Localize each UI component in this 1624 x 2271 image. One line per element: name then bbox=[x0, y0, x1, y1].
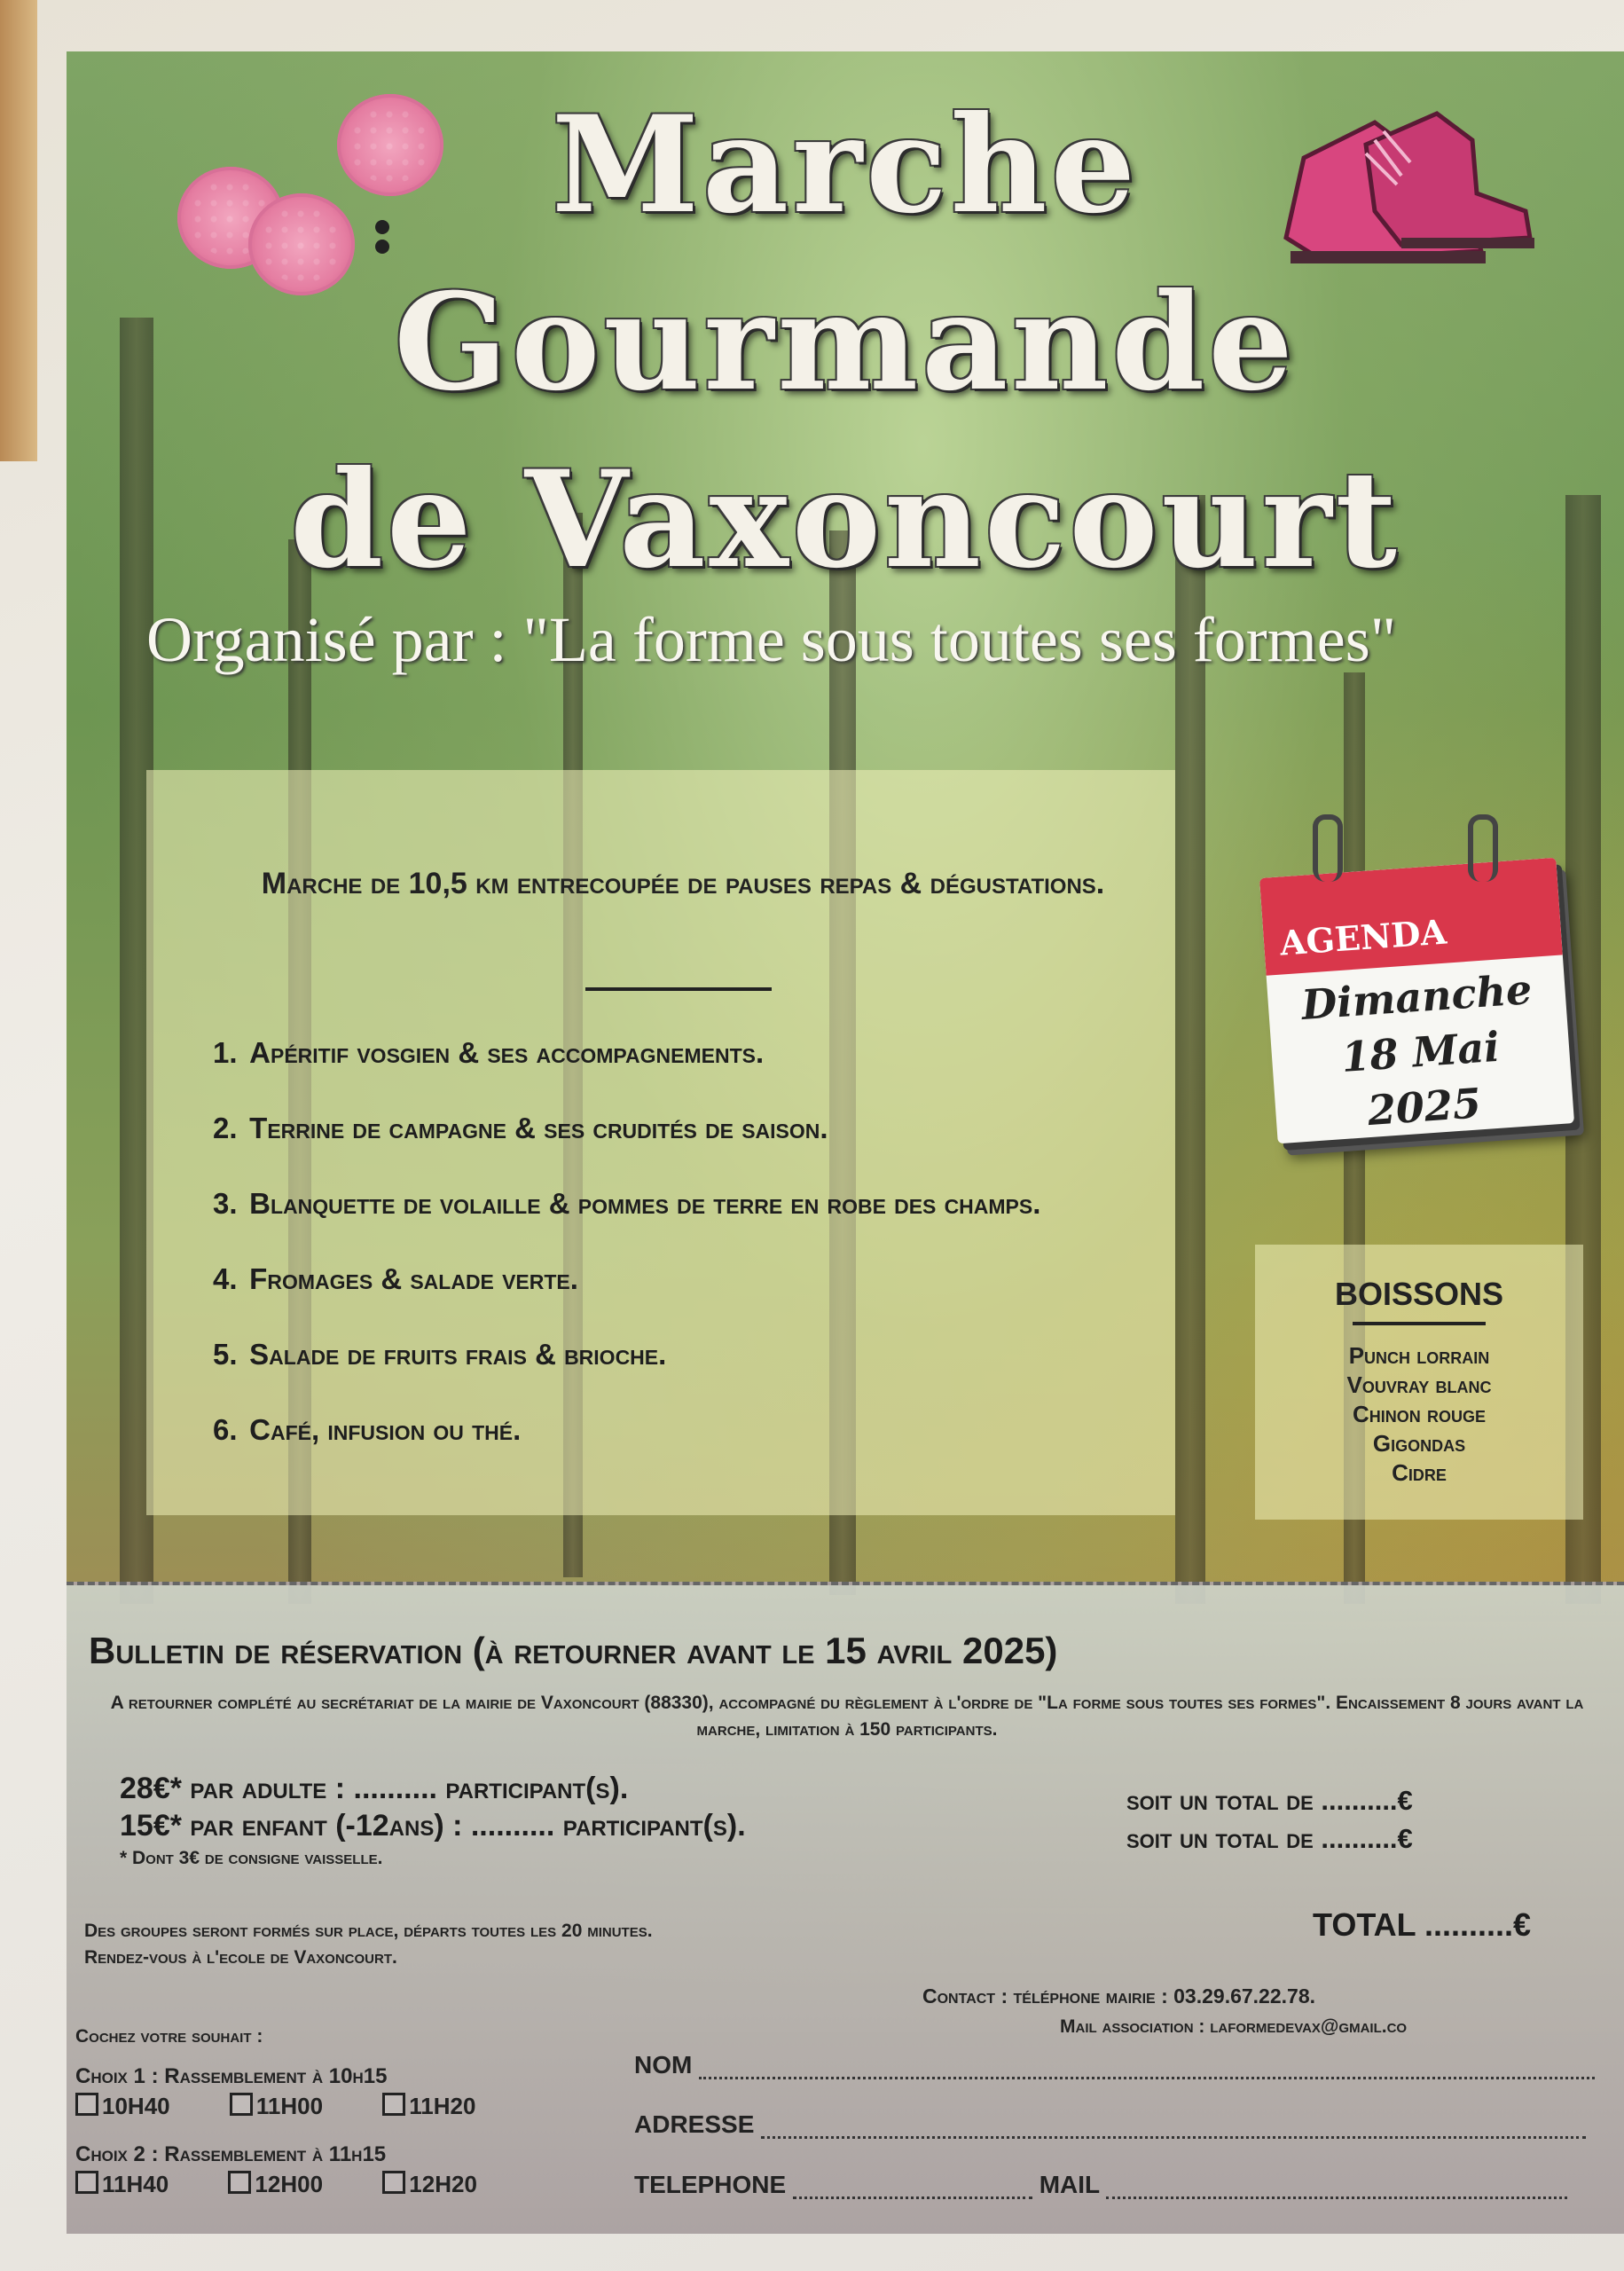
poster bbox=[67, 51, 1624, 2234]
agenda-date bbox=[1267, 959, 1574, 1143]
name-field-label: NOM bbox=[634, 2051, 693, 2078]
reservation-title: Bulletin de réservation (à retourner avant le 15 avril 2025) bbox=[89, 1630, 1058, 1671]
checkbox-icon[interactable] bbox=[230, 2093, 253, 2116]
choice-2-options bbox=[75, 2171, 530, 2198]
mail-field-label: MAIL bbox=[1039, 2171, 1100, 2198]
name-field[interactable] bbox=[634, 2051, 1595, 2079]
drink-item: Punch lorrain bbox=[1348, 1342, 1490, 1369]
menu-panel bbox=[146, 770, 1175, 1515]
choice-1-label: Choix 1 : Rassemblement à 10h15 bbox=[75, 2064, 388, 2088]
menu-item bbox=[213, 1338, 1153, 1371]
agenda-day: Dimanche bbox=[1299, 965, 1534, 1030]
groups-note-2: Rendez-vous à l'ecole de Vaxoncourt. bbox=[84, 1947, 397, 1968]
address-field-line[interactable] bbox=[761, 2115, 1586, 2139]
choice-2-option[interactable] bbox=[382, 2171, 477, 2197]
menu-item-label: Apéritif vosgien & ses accompagnements. bbox=[249, 1036, 765, 1069]
menu-item-label: Café, infusion ou thé. bbox=[249, 1413, 522, 1446]
choice-2-label: Choix 2 : Rassemblement à 11h15 bbox=[75, 2142, 387, 2166]
drinks-title: BOISSONS bbox=[1334, 1276, 1504, 1312]
contact-mail: Mail association : laformedevax@gmail.co bbox=[1060, 2016, 1408, 2037]
mail-field-line[interactable] bbox=[1106, 2175, 1567, 2199]
choice-2-option[interactable] bbox=[75, 2171, 169, 2197]
address-field-label: ADRESSE bbox=[634, 2110, 755, 2138]
menu-item-number: 1. bbox=[213, 1036, 238, 1069]
agenda-calendar bbox=[1259, 814, 1579, 1151]
organiser-line: Organisé par : "La forme sous toutes ses formes" bbox=[146, 604, 1397, 675]
address-field[interactable] bbox=[634, 2110, 1586, 2139]
checkbox-icon[interactable] bbox=[75, 2171, 98, 2194]
menu-item-number: 2. bbox=[213, 1112, 238, 1144]
option-label: 11H40 bbox=[102, 2171, 169, 2197]
phone-field[interactable] bbox=[634, 2171, 1567, 2199]
agenda-year: 2025 bbox=[1366, 1079, 1483, 1136]
calendar-ring-icon bbox=[1468, 814, 1498, 882]
menu-item bbox=[213, 1112, 1153, 1145]
menu-item-label: Salade de fruits frais & brioche. bbox=[249, 1338, 667, 1371]
calendar-ring-icon bbox=[1313, 814, 1343, 882]
checkbox-icon[interactable] bbox=[75, 2093, 98, 2116]
child-subtotal[interactable]: soit un total de ..........€ bbox=[1126, 1823, 1413, 1854]
drink-item: Gigondas bbox=[1372, 1430, 1466, 1457]
option-label: 11H00 bbox=[255, 2093, 324, 2119]
menu-item bbox=[213, 1036, 1153, 1070]
deposit-note: * Dont 3€ de consigne vaisselle. bbox=[120, 1848, 383, 1868]
choice-1-option[interactable] bbox=[75, 2093, 170, 2119]
drink-item: Vouvray blanc bbox=[1346, 1371, 1492, 1398]
menu-intro: Marche de 10,5 km entrecoupée de pauses repas & dégustations. bbox=[261, 867, 1105, 900]
poster-title-line-2: Gourmande bbox=[394, 264, 1297, 420]
calendar-page bbox=[1259, 858, 1574, 1144]
menu-list bbox=[213, 1036, 1153, 1489]
choice-1-option[interactable] bbox=[382, 2093, 475, 2119]
phone-field-line[interactable] bbox=[793, 2175, 1032, 2199]
adult-price-line[interactable]: 28€* par adulte : .......... participant(s). bbox=[120, 1772, 629, 1805]
child-price-line[interactable]: 15€* par enfant (-12ans) : .......... participant(s). bbox=[120, 1809, 746, 1843]
total-amount[interactable]: TOTAL ..........€ bbox=[1313, 1906, 1532, 1943]
phone-field-label: TELEPHONE bbox=[634, 2171, 787, 2198]
menu-divider bbox=[585, 987, 772, 991]
menu-item bbox=[213, 1413, 1153, 1447]
menu-item bbox=[213, 1262, 1153, 1296]
drinks-divider bbox=[1353, 1322, 1486, 1325]
drink-item: Chinon rouge bbox=[1352, 1401, 1486, 1427]
checkbox-icon[interactable] bbox=[382, 2171, 405, 2194]
menu-item bbox=[213, 1187, 1153, 1221]
table-background bbox=[0, 0, 37, 461]
drinks-panel bbox=[1255, 1245, 1583, 1520]
menu-item-number: 5. bbox=[213, 1338, 238, 1371]
option-label: 12H20 bbox=[409, 2171, 477, 2197]
poster-title-line-3: de Vaxoncourt bbox=[290, 442, 1400, 598]
groups-note-1: Des groupes seront formés sur place, départs toutes les 20 minutes. bbox=[84, 1921, 653, 1941]
menu-item-number: 3. bbox=[213, 1187, 238, 1220]
checkbox-icon[interactable] bbox=[382, 2093, 405, 2116]
option-label: 12H00 bbox=[255, 2171, 324, 2197]
menu-item-label: Fromages & salade verte. bbox=[249, 1262, 578, 1295]
reservation-description: A retourner complété au secrétariat de la mairie de Vaxoncourt (88330), accompagné du règlement à l'ordre de "La forme sous toutes ses formes". Encaissement 8 jours avant la marche, limitation à 150 participants. bbox=[110, 1693, 1584, 1740]
name-field-line[interactable] bbox=[699, 2055, 1595, 2079]
choice-1-option[interactable] bbox=[230, 2093, 323, 2119]
drink-item: Cidre bbox=[1392, 1459, 1447, 1486]
agenda-label: AGENDA bbox=[1278, 911, 1448, 963]
reservation-form bbox=[67, 1582, 1624, 2234]
poster-title-line-1: Marche bbox=[551, 87, 1140, 243]
option-label: 11H20 bbox=[409, 2093, 476, 2119]
agenda-day-month: 18 Mai bbox=[1339, 1022, 1502, 1082]
adult-subtotal[interactable]: soit un total de ..........€ bbox=[1126, 1785, 1413, 1816]
choice-2-option[interactable] bbox=[228, 2171, 323, 2197]
option-label: 10H40 bbox=[102, 2093, 170, 2119]
menu-item-label: Blanquette de volaille & pommes de terre en robe des champs. bbox=[249, 1187, 1041, 1220]
menu-item-label: Terrine de campagne & ses crudités de saison. bbox=[249, 1112, 828, 1144]
choose-label: Cochez votre souhait : bbox=[75, 2026, 263, 2047]
contact-phone: Contact : téléphone mairie : 03.29.67.22.78. bbox=[922, 1984, 1316, 2008]
menu-item-number: 4. bbox=[213, 1262, 238, 1295]
checkbox-icon[interactable] bbox=[228, 2171, 251, 2194]
menu-item-number: 6. bbox=[213, 1413, 238, 1446]
choice-1-options bbox=[75, 2093, 529, 2120]
